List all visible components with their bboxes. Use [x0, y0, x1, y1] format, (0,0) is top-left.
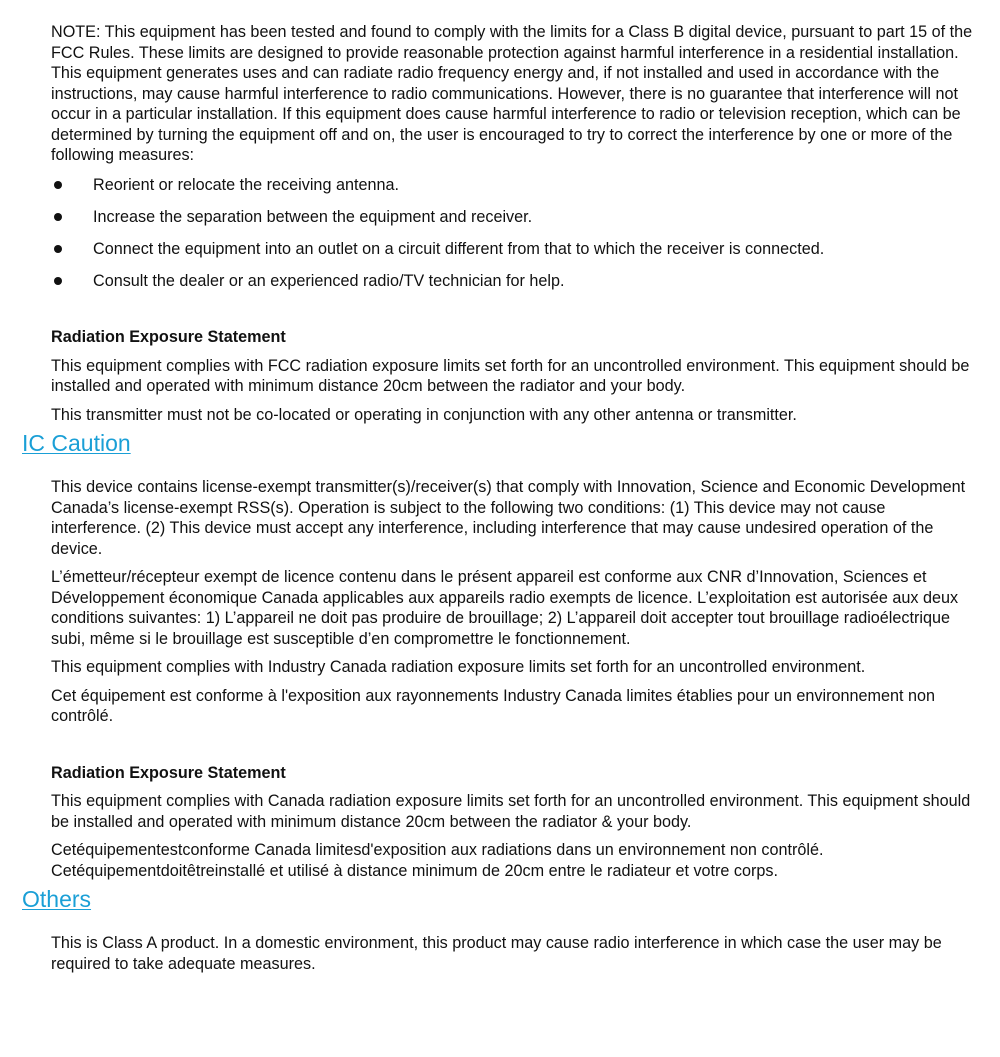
ic-english-paragraph: This device contains license-exempt transmitter(s)/receiver(s) that comply with Innovation, Science and Economic Development Canada’s license-exempt RSS(s). Operation is subject to the following two conditions: (1) This device may not cause interference. (2) This device must accept any interference, including interference that may cause undesired operation of the device. — [51, 478, 966, 558]
bullet-icon — [54, 213, 62, 221]
measure-text: Increase the separation between the equipment and receiver. — [93, 207, 533, 226]
ic-radiation-english-paragraph: This equipment complies with Canada radiation exposure limits set forth for an uncontrolled environment. This equipment should be installed and operated with minimum distance 20cm between the radiator & your body. — [51, 792, 971, 831]
fcc-colocation-paragraph: This transmitter must not be co-located or operating in conjunction with any other antenna or transmitter. — [51, 405, 797, 424]
fcc-radiation-heading: Radiation Exposure Statement — [51, 328, 286, 346]
list-item — [51, 175, 976, 196]
ic-radiation-french-paragraph: Cetéquipementestconforme Canada limitesd'exposition aux radiations dans un environnement non contrôlé. Cetéquipementdoitêtreinstallé et utilisé à distance minimum de 20cm entre le radiateur et votre corps. — [51, 841, 824, 880]
measure-text: Consult the dealer or an experienced radio/TV technician for help. — [93, 271, 565, 290]
list-item — [51, 271, 976, 292]
ic-exposure-english-paragraph: This equipment complies with Industry Canada radiation exposure limits set forth for an uncontrolled environment. — [51, 658, 866, 676]
list-item — [51, 239, 976, 260]
measure-text: Reorient or relocate the receiving antenna. — [93, 175, 399, 194]
bullet-icon — [54, 245, 62, 253]
bullet-icon — [54, 181, 62, 189]
measure-text: Connect the equipment into an outlet on a circuit different from that to which the receiver is connected. — [93, 239, 825, 258]
others-heading-link[interactable]: Others — [22, 886, 92, 912]
fcc-note-paragraph: NOTE: This equipment has been tested and found to comply with the limits for a Class B digital device, pursuant to part 15 of the FCC Rules. These limits are designed to provide reasonable protection against harmful interference in a residential installation. This equipment generates uses and can radiate radio frequency energy and, if not installed and used in accordance with the instructions, may cause harmful interference to radio communications. However, there is no guarantee that interference will not occur in a particular installation. If this equipment does cause harmful interference to radio or television reception, which can be determined by turning the equipment off and on, the user is encouraged to try to correct the interference by one or more of the following measures: — [51, 23, 973, 164]
others-class-a-paragraph: This is Class A product. In a domestic environment, this product may cause radio interference in which case the user may be required to take adequate measures. — [51, 934, 942, 973]
ic-exposure-french-paragraph: Cet équipement est conforme à l'exposition aux rayonnements Industry Canada limites établies pour un environnement non contrôlé. — [51, 686, 936, 725]
ic-french-paragraph: L’émetteur/récepteur exempt de licence contenu dans le présent appareil est conforme aux CNR d’Innovation, Sciences et Développement économique Canada applicables aux appareils radio exempts de licence. L’exploitation est autorisée aux deux conditions suivantes: 1) L’appareil ne doit pas produire de brouillage; 2) L’appareil doit accepter tout brouillage radioélectrique subi, même si le brouillage est susceptible d’en compromettre le fonctionnement. — [51, 568, 959, 648]
ic-caution-heading-link[interactable]: IC Caution — [22, 430, 131, 456]
ic-radiation-heading: Radiation Exposure Statement — [51, 763, 286, 782]
fcc-radiation-paragraph: This equipment complies with FCC radiation exposure limits set forth for an uncontrolled environment. This equipment should be installed and operated with minimum distance 20cm between the radiator and your body. — [51, 356, 970, 395]
fcc-measures-list — [0, 175, 1000, 292]
list-item — [51, 207, 976, 228]
bullet-icon — [54, 277, 62, 285]
